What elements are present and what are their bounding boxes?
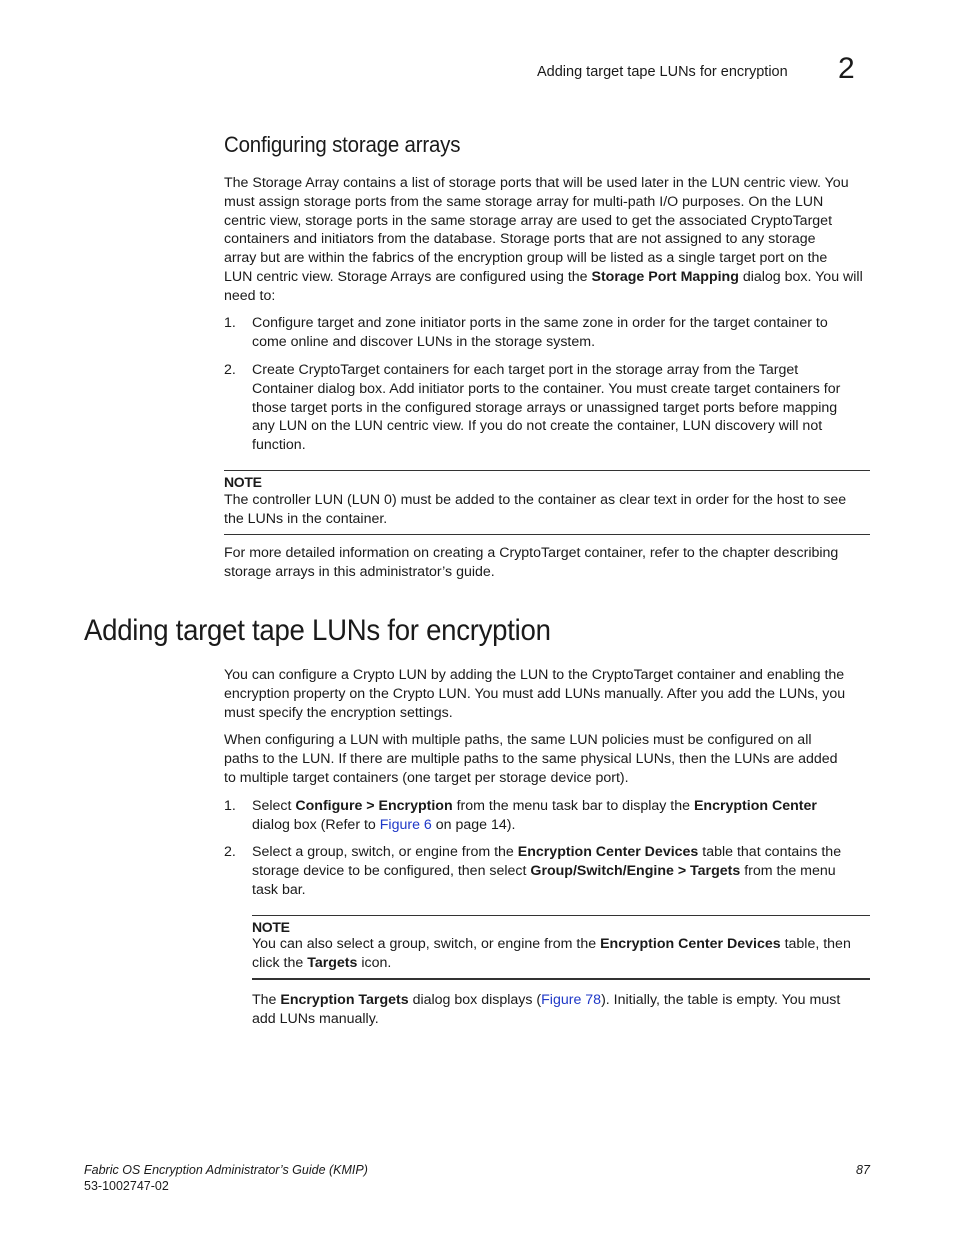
list-item: 2. Create CryptoTarget containers for each target port in the storage array from the Target Container dialog box. Add initiator ports to the container. You must create target containers for those target ports in the configured storage arrays or unassigned target ports before mapping any LUN on the LUN centric view. If you do not create the container, LUN discovery will not function. [224, 362, 841, 454]
closing-paragraph: For more detailed information on creating a CryptoTarget container, refer to the chapter describing storage arrays in this administrator’s guide. [224, 545, 839, 580]
ui-term: Group/Switch/Engine > Targets [530, 862, 741, 879]
footer-document-number: 53-1002747-02 [84, 1179, 169, 1193]
note-text: The controller LUN (LUN 0) must be added to the container as clear text in order for the host to see the LUNs in the container. [224, 492, 847, 527]
ui-term: Targets [307, 954, 358, 971]
ui-term: Encryption Center Devices [517, 844, 699, 860]
note-rule-bottom [252, 978, 870, 980]
paragraph-1: You can configure a Crypto LUN by adding the LUN to the CryptoTarget container and enabling the encryption property on the Crypto LUN. You must add LUNs manually. After you add the LUNs, you must specify the encryption settings. [224, 667, 846, 721]
ui-term: Configure > Encryption [295, 798, 453, 814]
note-heading: NOTE [252, 919, 290, 935]
list-item: 2. Select a group, switch, or engine from the Encryption Center Devices table that contains the storage device to be configured, then select Group/Switch/Engine > Targets from the menu task bar. [224, 844, 842, 898]
note-heading: NOTE [224, 474, 262, 490]
ui-term: Encryption Targets [280, 992, 409, 1008]
intro-paragraph: The Storage Array contains a list of storage ports that will be used later in the LUN centric view. You must assign storage ports from the same storage array for multi-path I/O purposes. On the LUN centric view, storage ports in the same storage array are used to get the associated CryptoTarget containers and initiators from the database. Storage ports that are not assigned to any storage array but are within the fabrics of the encryption group will be listed as a single target port on the LUN centric view. Storage Arrays are configured using the Storage Port Mapping dialog box. You will need to: [224, 175, 863, 304]
note-rule-top [252, 915, 870, 916]
ui-term: Encryption Center Devices [600, 936, 781, 952]
chapter-heading-adding-target-tape-luns: Adding target tape LUNs for encryption [84, 614, 551, 647]
list-item: 1. Select Configure > Encryption from the menu task bar to display the Encryption Center dialog box (Refer to Figure 6 on page 14). [224, 798, 817, 833]
ui-term: Encryption Center [693, 798, 817, 814]
list-item: 1. Configure target and zone initiator ports in the same zone in order for the target container to come online and discover LUNs in the storage system. [224, 315, 828, 350]
note-rule-bottom [224, 534, 870, 535]
footer-document-title: Fabric OS Encryption Administrator’s Guide (KMIP) [84, 1163, 368, 1177]
section-heading-configuring-storage-arrays: Configuring storage arrays [224, 132, 461, 157]
paragraph-2: When configuring a LUN with multiple paths, the same LUN policies must be configured on all paths to the LUN. If there are multiple paths to the same physical LUNs, then the LUNs are added to multiple target containers (one target per storage device port). [224, 732, 838, 786]
note-rule-top [224, 470, 870, 471]
footer-page-number: 87 [856, 1163, 870, 1177]
running-header-title: Adding target tape LUNs for encryption [537, 64, 788, 80]
after-note-paragraph: The Encryption Targets dialog box displays (Figure 78). Initially, the table is empty. You must add LUNs manually. [252, 992, 841, 1027]
figure-6-link[interactable]: Figure 6 [379, 816, 432, 833]
note-text: You can also select a group, switch, or engine from the Encryption Center Devices table, then click the Targets icon. [252, 936, 851, 971]
figure-78-link[interactable]: Figure 78 [541, 992, 602, 1008]
chapter-number: 2 [838, 52, 855, 85]
ui-term: Storage Port Mapping [591, 268, 739, 285]
